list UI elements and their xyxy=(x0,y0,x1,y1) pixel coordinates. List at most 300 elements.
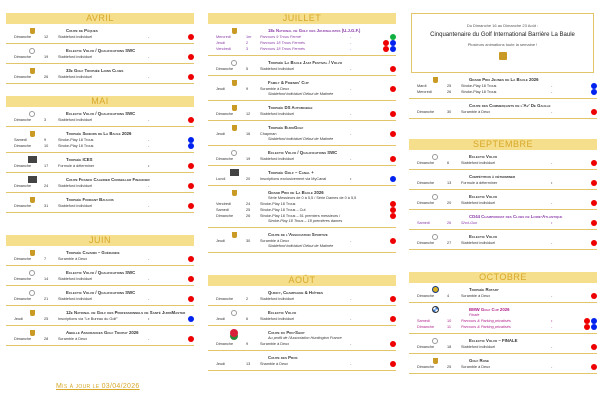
event-format: Stableford individuel xyxy=(260,157,295,161)
sponsor-logo xyxy=(21,26,43,35)
status-dots xyxy=(577,220,597,226)
status-dots xyxy=(376,176,396,182)
event-item xyxy=(208,326,396,351)
trophy-icon xyxy=(232,190,237,196)
red-dot-icon xyxy=(390,316,396,322)
event-date: 3 xyxy=(246,47,249,51)
event-separator: • xyxy=(148,317,150,321)
event-day: Samedi xyxy=(14,138,27,142)
month-header-octobre: OCTOBRE xyxy=(409,272,597,283)
event-item xyxy=(409,170,597,190)
event-title: Eclectic Volvo / Qualifications SWC xyxy=(66,290,136,295)
event-title: Golf Rose xyxy=(469,358,489,363)
event-item xyxy=(6,286,194,306)
event-day: Dimanche xyxy=(14,164,32,168)
sponsor-logo xyxy=(21,109,43,118)
volvo-logo-icon xyxy=(231,150,237,156)
notice-subtitle: Plusieurs animations toute la semaine ! xyxy=(467,42,538,47)
event-separator: - xyxy=(350,132,352,136)
event-item xyxy=(6,127,194,153)
status-dots xyxy=(376,156,396,162)
event-day: Mercredi xyxy=(216,35,231,39)
event-item xyxy=(6,173,194,193)
event-separator: - xyxy=(350,362,352,366)
event-date: 2 xyxy=(246,41,249,45)
red-dot-icon xyxy=(188,34,194,40)
event-list xyxy=(6,24,194,84)
event-separator: - xyxy=(148,297,150,301)
event-date: 9 xyxy=(246,342,249,346)
event-title: Family & Friends' Cup xyxy=(268,80,309,85)
event-format: Scramble à Deux xyxy=(58,337,88,341)
event-separator: - xyxy=(148,184,150,188)
event-day: Jeudi xyxy=(216,132,226,136)
event-day: Dimanche xyxy=(417,110,435,114)
event-date: 30 xyxy=(447,110,452,114)
event-format: Parcours 18 Trous Fermés xyxy=(260,47,305,51)
event-date: 7 xyxy=(44,257,47,261)
sponsor-logo xyxy=(223,168,245,177)
red-dot-icon xyxy=(390,296,396,302)
event-date: 26 xyxy=(44,75,49,79)
event-date: 4 xyxy=(447,294,450,298)
event-date: 27 xyxy=(447,241,452,245)
event-item xyxy=(208,56,396,76)
trophy-icon xyxy=(30,310,35,316)
event-format: Scramble à Deux xyxy=(260,239,290,243)
event-item xyxy=(6,326,194,346)
event-item xyxy=(6,246,194,266)
event-separator: - xyxy=(551,294,553,298)
sponsor-logo-icon xyxy=(28,156,37,163)
status-dots xyxy=(174,143,194,149)
sponsor-logo xyxy=(21,288,43,297)
event-date: 24 xyxy=(246,202,251,206)
event-format: Stroke-Play 18 Trous xyxy=(58,144,94,148)
event-day: Samedi xyxy=(216,208,229,212)
red-dot-icon xyxy=(390,86,396,92)
event-date: 6 xyxy=(447,161,450,165)
red-dot-icon xyxy=(390,66,396,72)
event-format: Inscriptions via "Le Bureau du Golf" xyxy=(58,317,118,321)
trophy-icon xyxy=(30,131,35,137)
event-day: Jeudi xyxy=(216,362,226,366)
month-header-septembre: SEPTEMBRE xyxy=(409,139,597,150)
status-dots xyxy=(174,203,194,209)
event-format: Scramble à Deux xyxy=(58,257,88,261)
trophy-icon xyxy=(433,358,438,364)
event-separator: - xyxy=(148,35,150,39)
event-title: Eclectic Volvo / Qualifications SWC xyxy=(66,111,136,116)
volvo-logo-icon xyxy=(432,338,438,344)
event-separator: - xyxy=(551,241,553,245)
event-format: Stroke-Play 18 Trous xyxy=(461,84,497,88)
event-date: 16 xyxy=(246,132,251,136)
event-format: Scramble à Deux xyxy=(260,342,290,346)
month-header-mai: MAI xyxy=(6,96,194,107)
event-date-row xyxy=(409,109,597,115)
event-item xyxy=(409,190,597,210)
event-format: Stableford individuel xyxy=(260,297,295,301)
event-separator: • xyxy=(551,319,553,323)
event-date: 11 xyxy=(447,325,451,329)
event-item xyxy=(409,283,597,303)
event-note: Stroke-Play 18 Trous – 18 premières dames xyxy=(268,219,343,223)
sponsor-logo xyxy=(223,103,245,112)
status-dots xyxy=(577,109,597,115)
event-format: Stableford individuel xyxy=(461,345,496,349)
event-list xyxy=(409,150,597,250)
red-dot-icon xyxy=(591,344,597,350)
event-date: 12 xyxy=(246,112,251,116)
event-day: Dimanche xyxy=(417,181,435,185)
event-date: 12 xyxy=(44,35,49,39)
event-date: 13 xyxy=(447,181,452,185)
event-separator: • xyxy=(350,177,352,181)
event-date: 9 xyxy=(246,87,249,91)
event-title: 12e National de Golf des Professionnels de Santé JurisMaster xyxy=(66,310,186,315)
event-format: Inscriptions exclusivement via MyCanal xyxy=(260,177,327,181)
event-title: Trophée Rotary xyxy=(469,287,499,292)
event-date: 21 xyxy=(44,297,49,301)
red-dot-icon xyxy=(591,240,597,246)
status-dots xyxy=(174,276,194,282)
event-separator: - xyxy=(148,257,150,261)
event-title: Abeille Assurances Golf Trophy 2026 xyxy=(66,330,139,335)
event-day: Dimanche xyxy=(216,112,234,116)
event-format: Parcours & Parking privatisés xyxy=(461,319,511,323)
status-dots xyxy=(376,213,396,219)
event-item xyxy=(6,44,194,64)
sponsor-logo xyxy=(223,230,245,239)
blue-dot-icon xyxy=(188,316,194,322)
red-dot-icon xyxy=(188,54,194,60)
event-separator: - xyxy=(148,337,150,341)
event-day: Lundi xyxy=(216,177,226,181)
event-separator: - xyxy=(551,345,553,349)
sponsor-logo xyxy=(21,66,43,75)
status-dots xyxy=(376,111,396,117)
volvo-logo-icon xyxy=(231,310,237,316)
event-item xyxy=(409,150,597,170)
event-format: Stableford individuel xyxy=(260,112,295,116)
event-date-row xyxy=(208,296,396,302)
sponsor-logo xyxy=(223,26,245,35)
sponsor-logo xyxy=(424,356,446,365)
status-dots xyxy=(376,238,396,244)
sponsor-logo xyxy=(21,175,43,184)
event-format: Stableford individuel xyxy=(461,161,496,165)
event-date: 26 xyxy=(447,90,452,94)
event-subtitle: Au profit de l'Association Huntington France xyxy=(268,336,342,340)
red-dot-icon xyxy=(188,163,194,169)
sponsor-logo xyxy=(424,305,446,314)
sponsor-logo xyxy=(424,285,446,294)
event-title: Coupe Franck Calbrier Conseiller Financier xyxy=(66,177,150,182)
event-item xyxy=(208,228,396,253)
red-dot-icon xyxy=(188,74,194,80)
event-subtitle: Finale xyxy=(469,313,480,317)
status-dots xyxy=(174,74,194,80)
event-date: 13 xyxy=(246,362,251,366)
event-format: Stableford individuel xyxy=(58,184,93,188)
event-date: 9 xyxy=(44,138,47,142)
notice-dates: Du Dimanche 16 au Dimanche 23 Août : xyxy=(466,23,539,28)
event-item xyxy=(6,107,194,127)
trophy-icon xyxy=(232,80,237,86)
event-day: Dimanche xyxy=(417,201,435,205)
volvo-logo-icon xyxy=(432,234,438,240)
sponsor-logo xyxy=(424,152,446,161)
event-title: Trophée ICES xyxy=(66,157,93,162)
event-format: Parcours & Parking privatisés xyxy=(461,325,511,329)
event-format: Stableford individuel xyxy=(58,277,93,281)
event-title: Coupe des Commerçants de l'Av' De Gaulle xyxy=(469,103,551,108)
sponsor-logo xyxy=(223,308,245,317)
month-header-avril: AVRIL xyxy=(6,13,194,24)
status-dots xyxy=(376,361,396,367)
sponsor-logo-icon xyxy=(230,169,239,176)
month-header-aout: AOÛT xyxy=(208,275,396,286)
event-subtitle: Série Messieurs de 0 à 5,5 / Série Dames de 0 à 5,5 xyxy=(268,196,357,200)
anniversary-notice xyxy=(411,13,594,73)
event-day: Dimanche xyxy=(216,157,234,161)
event-format: Scramble à Deux xyxy=(461,365,491,369)
red-dot-icon xyxy=(390,131,396,137)
event-title: Eclectic Volvo / Qualifications SWC xyxy=(66,48,136,53)
event-separator: - xyxy=(350,35,352,39)
event-item xyxy=(208,146,396,166)
event-day: Mardi xyxy=(417,84,427,88)
red-dot-icon xyxy=(591,364,597,370)
sponsor-logo xyxy=(223,78,245,87)
event-day: Vendredi xyxy=(216,47,231,51)
blue-dot-icon xyxy=(591,324,597,330)
event-date: 3 xyxy=(44,118,47,122)
sponsor-logo xyxy=(21,248,43,257)
status-dots xyxy=(376,341,396,347)
event-item xyxy=(409,334,597,354)
event-item xyxy=(6,64,194,84)
volvo-logo-icon xyxy=(29,48,35,54)
event-item xyxy=(208,186,396,228)
event-day: Mercredi xyxy=(417,90,432,94)
event-separator: - xyxy=(350,112,352,116)
event-format: Formule à déterminer xyxy=(58,164,95,168)
event-day: Jeudi xyxy=(216,87,226,91)
status-dots xyxy=(577,180,597,186)
event-date: 20 xyxy=(246,177,251,181)
event-day: Dimanche xyxy=(14,55,32,59)
event-item xyxy=(6,24,194,44)
event-date-row xyxy=(409,89,597,95)
sponsor-logo xyxy=(21,129,43,138)
event-day: Dimanche xyxy=(14,257,32,261)
event-separator: - xyxy=(551,201,553,205)
status-dots xyxy=(174,256,194,262)
trophy-icon xyxy=(30,28,35,34)
event-separator: - xyxy=(350,297,352,301)
sponsor-logo xyxy=(21,268,43,277)
event-date: 19 xyxy=(246,157,251,161)
event-title: 18e National de Golf des Journalistes (U.J.G.F.) xyxy=(268,28,361,33)
column-august-october xyxy=(409,73,597,374)
status-dots xyxy=(376,66,396,72)
column-april-june xyxy=(6,0,194,346)
trophy-icon xyxy=(232,28,237,34)
event-date: 20 xyxy=(447,201,452,205)
red-dot-icon xyxy=(591,293,597,299)
last-updated-link[interactable]: Mis à jour le 03/04/2026 xyxy=(56,383,140,390)
event-item xyxy=(208,24,396,56)
event-format: Stableford individuel xyxy=(58,297,93,301)
red-dot-icon xyxy=(188,276,194,282)
status-dots xyxy=(577,89,597,95)
trophy-icon xyxy=(433,77,438,83)
red-dot-icon xyxy=(591,200,597,206)
event-day: Dimanche xyxy=(417,161,435,165)
status-dots xyxy=(174,34,194,40)
event-format: Stroke-Play 18 Trous – Cut xyxy=(260,208,306,212)
sponsor-logo xyxy=(21,328,43,337)
event-day: Dimanche xyxy=(14,277,32,281)
red-dot-icon xyxy=(188,117,194,123)
event-item xyxy=(409,210,597,230)
event-title: Coupe de l'Association Sportive xyxy=(268,232,328,237)
status-dots xyxy=(174,296,194,302)
event-day: Dimanche xyxy=(417,294,435,298)
event-item xyxy=(208,351,396,371)
sponsor-logo xyxy=(21,46,43,55)
event-item xyxy=(208,101,396,121)
event-day: Dimanche xyxy=(417,345,435,349)
event-title: Eclectic Volvo / Qualifications SWC xyxy=(268,150,338,155)
status-dots xyxy=(376,46,396,52)
event-date-row xyxy=(409,220,597,226)
event-format: Stableford individuel xyxy=(58,75,93,79)
event-format: Stableford individuel xyxy=(461,241,496,245)
red-dot-icon xyxy=(591,109,597,115)
red-dot-icon xyxy=(188,336,194,342)
volvo-logo-icon xyxy=(432,154,438,160)
status-dots xyxy=(174,163,194,169)
event-separator: • xyxy=(148,164,150,168)
event-date: 10 xyxy=(44,144,49,148)
event-separator: - xyxy=(350,342,352,346)
sponsor-logo xyxy=(21,155,43,164)
volvo-logo-icon xyxy=(29,270,35,276)
event-item xyxy=(409,354,597,374)
red-dot-icon xyxy=(591,220,597,226)
event-separator: - xyxy=(350,239,352,243)
red-dot-icon xyxy=(188,203,194,209)
notice-title: Cinquantenaire du Golf International Barrière La Baule xyxy=(430,32,575,38)
event-date: 14 xyxy=(44,277,49,281)
event-separator: - xyxy=(551,161,553,165)
event-separator: - xyxy=(551,90,553,94)
status-dots xyxy=(577,344,597,350)
event-separator: - xyxy=(350,47,352,51)
event-title: 33e Golf Trophée Lions Clubs xyxy=(66,68,124,73)
event-format: Scramble à Deux xyxy=(461,110,491,114)
event-day: Dimanche xyxy=(417,365,435,369)
event-format: Scramble à Deux xyxy=(260,87,290,91)
status-dots xyxy=(174,183,194,189)
event-date-row xyxy=(409,324,597,330)
event-list xyxy=(208,24,396,253)
event-title: Grand Prix Jeunes de La Baule 2026 xyxy=(469,77,539,82)
red-dot-icon xyxy=(188,296,194,302)
red-dot-icon xyxy=(383,46,389,52)
event-item xyxy=(6,193,194,213)
event-day: Samedi xyxy=(417,221,430,225)
event-separator: - xyxy=(148,75,150,79)
trophy-icon xyxy=(232,105,237,111)
event-separator: - xyxy=(148,277,150,281)
event-day: Dimanche xyxy=(14,297,32,301)
event-day: Jeudi xyxy=(14,317,24,321)
trophy-icon xyxy=(30,197,35,203)
sponsor-logo xyxy=(424,336,446,345)
sponsor-logo xyxy=(424,75,446,84)
event-date: 19 xyxy=(44,55,49,59)
red-dot-icon xyxy=(188,183,194,189)
event-format: Shot-Gun xyxy=(461,221,478,225)
event-date: 26 xyxy=(246,214,251,218)
sponsor-logo xyxy=(223,58,245,67)
event-format: Stableford individuel xyxy=(260,317,295,321)
event-separator: - xyxy=(551,325,553,329)
trophy-icon xyxy=(232,232,237,238)
event-separator: - xyxy=(350,87,352,91)
event-format: Stroke-Play 18 Trous – 51 premiers messieurs / xyxy=(260,214,341,218)
event-day: Dimanche xyxy=(216,214,234,218)
event-title: Coupe du Pro-Shop xyxy=(268,330,305,335)
event-title: Trophée Fondant Baulois xyxy=(66,197,114,202)
event-title: Eclectic Volvo xyxy=(469,194,498,199)
status-dots xyxy=(577,293,597,299)
event-day: Dimanche xyxy=(14,35,32,39)
event-date: 24 xyxy=(44,184,49,188)
event-item xyxy=(208,286,396,306)
blue-dot-icon xyxy=(390,46,396,52)
event-item xyxy=(409,230,597,250)
event-format: Parcours 18 Trous Fermés xyxy=(260,41,305,45)
sponsor-logo xyxy=(424,232,446,241)
event-day: Samedi xyxy=(417,319,430,323)
event-day: Dimanche xyxy=(216,297,234,301)
event-item xyxy=(208,306,396,326)
event-item xyxy=(6,153,194,173)
event-separator: - xyxy=(551,84,553,88)
event-title: Eclectic Volvo xyxy=(268,310,297,315)
event-title: Eclectic Volvo / Qualifications SWC xyxy=(66,270,136,275)
event-item xyxy=(409,303,597,334)
sponsor-logo xyxy=(21,195,43,204)
event-date: 25 xyxy=(447,365,452,369)
trophy-icon xyxy=(30,330,35,336)
red-dot-icon xyxy=(591,160,597,166)
event-item xyxy=(208,166,396,186)
status-dots xyxy=(376,86,396,92)
event-date-row xyxy=(208,361,396,367)
event-separator: - xyxy=(148,204,150,208)
event-separator: - xyxy=(551,110,553,114)
event-list xyxy=(208,286,396,371)
event-title: BMW Golf Cup 2026 xyxy=(469,307,510,312)
event-separator: - xyxy=(148,144,150,148)
rotary-logo-icon xyxy=(432,286,439,293)
